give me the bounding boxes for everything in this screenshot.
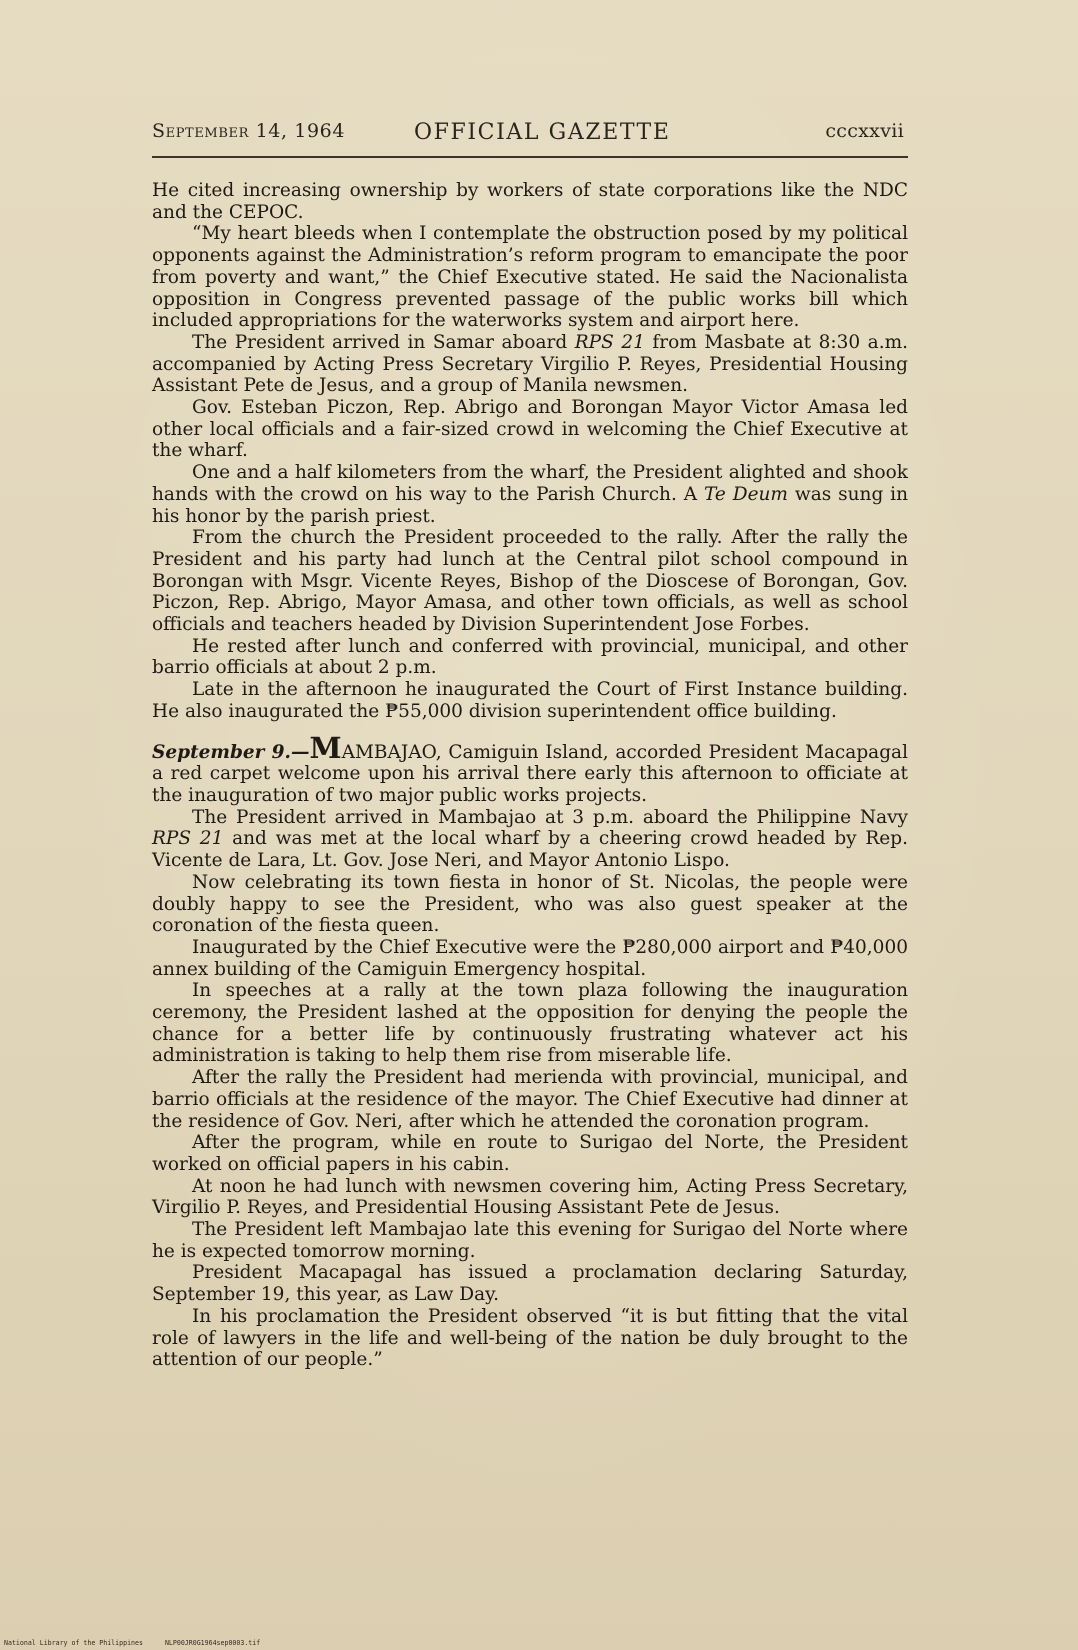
paragraph: Inaugurated by the Chief Executive were the ₱280,000 airport and ₱40,000 annex building of the Camiguin Emergency hospital. (152, 936, 908, 980)
paragraph: President Macapagal has issued a proclamation declaring Saturday, September 19, this year, as Law Day. (152, 1262, 908, 1306)
paragraph (152, 807, 908, 872)
paragraph: Late in the afternoon he inaugurated the Court of First Instance building. He also inaugurated the ₱55,000 division superintendent office building. (152, 679, 908, 722)
dated-paragraph (152, 730, 908, 807)
italic-term: Te Deum (704, 483, 788, 505)
header-date: September 14, 1964 (152, 120, 346, 142)
footer-file-id: NLP00JR0G1964sep0003.tif (164, 1639, 261, 1647)
paragraph: “My heart bleeds when I contemplate the obstruction posed by my political opponents against the Administration’s reform program to emancipate the poor from poverty and want,” the Chief Executive stated. He said the Nacionalista opposition in Congress prevented passage of the public works bill which included appropriations for the waterworks system and airport here. (152, 223, 908, 332)
header-rule (152, 156, 908, 158)
paragraph: After the rally the President had merienda with provincial, municipal, and barrio officials at the residence of the mayor. The Chief Executive had dinner at the residence of Gov. Neri, after which he attended the coronation program. (152, 1067, 908, 1132)
paragraph: Gov. Esteban Piczon, Rep. Abrigo and Borongan Mayor Victor Amasa led other local officials and a fair-sized crowd in welcoming the Chief Executive at the wharf. (152, 397, 908, 462)
paragraph: Now celebrating its town fiesta in honor of St. Nicolas, the people were doubly happy to see the President, who was also guest speaker at the coronation of the fiesta queen. (152, 871, 908, 937)
header-publication-title: OFFICIAL GAZETTE (414, 120, 671, 145)
text-run: One and a half kilometers from the wharf, the President alighted and shook hands with the crowd on his way to the Parish Church. A (152, 462, 908, 505)
paragraph: In his proclamation the President observed “it is but fitting that the vital role of lawyers in the life and well-being of the nation be duly brought to the attention of our people.” (152, 1305, 908, 1371)
scan-footer (4, 1639, 278, 1647)
paragraph: He cited increasing ownership by workers of state corporations like the NDC and the CEPOC. (152, 180, 908, 223)
footer-library: National Library of the Philippines (4, 1639, 143, 1647)
paragraph: He rested after lunch and conferred with provincial, municipal, and other barrio officials at about 2 p.m. (152, 635, 908, 679)
paragraph: In speeches at a rally at the town plaza following the inauguration ceremony, the President lashed at the opposition for denying the people the chance for a better life by continuously frustrating whatever act his administration is taking to help them rise from miserable life. (152, 980, 908, 1067)
article-body (152, 180, 908, 1440)
dateline: September 9.— (152, 741, 310, 763)
paragraph: At noon he had lunch with newsmen covering him, Acting Press Secretary, Virgilio P. Reyes, and Presidential Housing Assistant Pete de Jesus. (152, 1175, 908, 1219)
text-run: The President arrived in Mambajao at 3 p.m. aboard the Philippine Navy (192, 806, 908, 828)
header-page-number: cccxxvii (825, 120, 904, 142)
ship-name: RPS 21 (574, 331, 645, 353)
paragraph (152, 462, 908, 527)
text-run: and was met at the local wharf by a cheering crowd headed by Rep. Vicente de Lara, Lt. Gov. Jose Neri, and Mayor Antonio Lispo. (152, 828, 908, 872)
paragraph: After the program, while en route to Surigao del Norte, the President worked on official papers in his cabin. (152, 1132, 908, 1175)
text-run: was sung in his honor by the parish priest. (152, 483, 909, 527)
ship-name: RPS 21 (152, 828, 224, 850)
paragraph: The President left Mambajao late this evening for Surigao del Norte where he is expected tomorrow morning. (152, 1219, 908, 1262)
text-run: The President arrived in Samar aboard (192, 331, 575, 353)
paragraph: From the church the President proceeded to the rally. After the rally the President and his party had lunch at the Central pilot school compound in Borongan with Msgr. Vicente Reyes, Bishop of the Dioscese of Borongan, Gov. Piczon, Rep. Abrigo, Mayor Amasa, and other town officials, as well as school officials and teachers headed by Division Superintendent Jose Forbes. (152, 527, 908, 636)
text-run: AMBAJAO, Camiguin Island, accorded President Macapagal a red carpet welcome upon his arrival there early this afternoon to officiate at the inauguration of two major public works projects. (152, 741, 908, 806)
drop-cap: M (309, 730, 342, 765)
paragraph (152, 332, 908, 397)
text-run: from Masbate at 8:30 a.m. accompanied by Acting Press Secretary Virgilio P. Reyes, Presidential Housing Assistant Pete de Jesus, and a group of Manila newsmen. (152, 331, 908, 397)
running-header (152, 120, 908, 156)
